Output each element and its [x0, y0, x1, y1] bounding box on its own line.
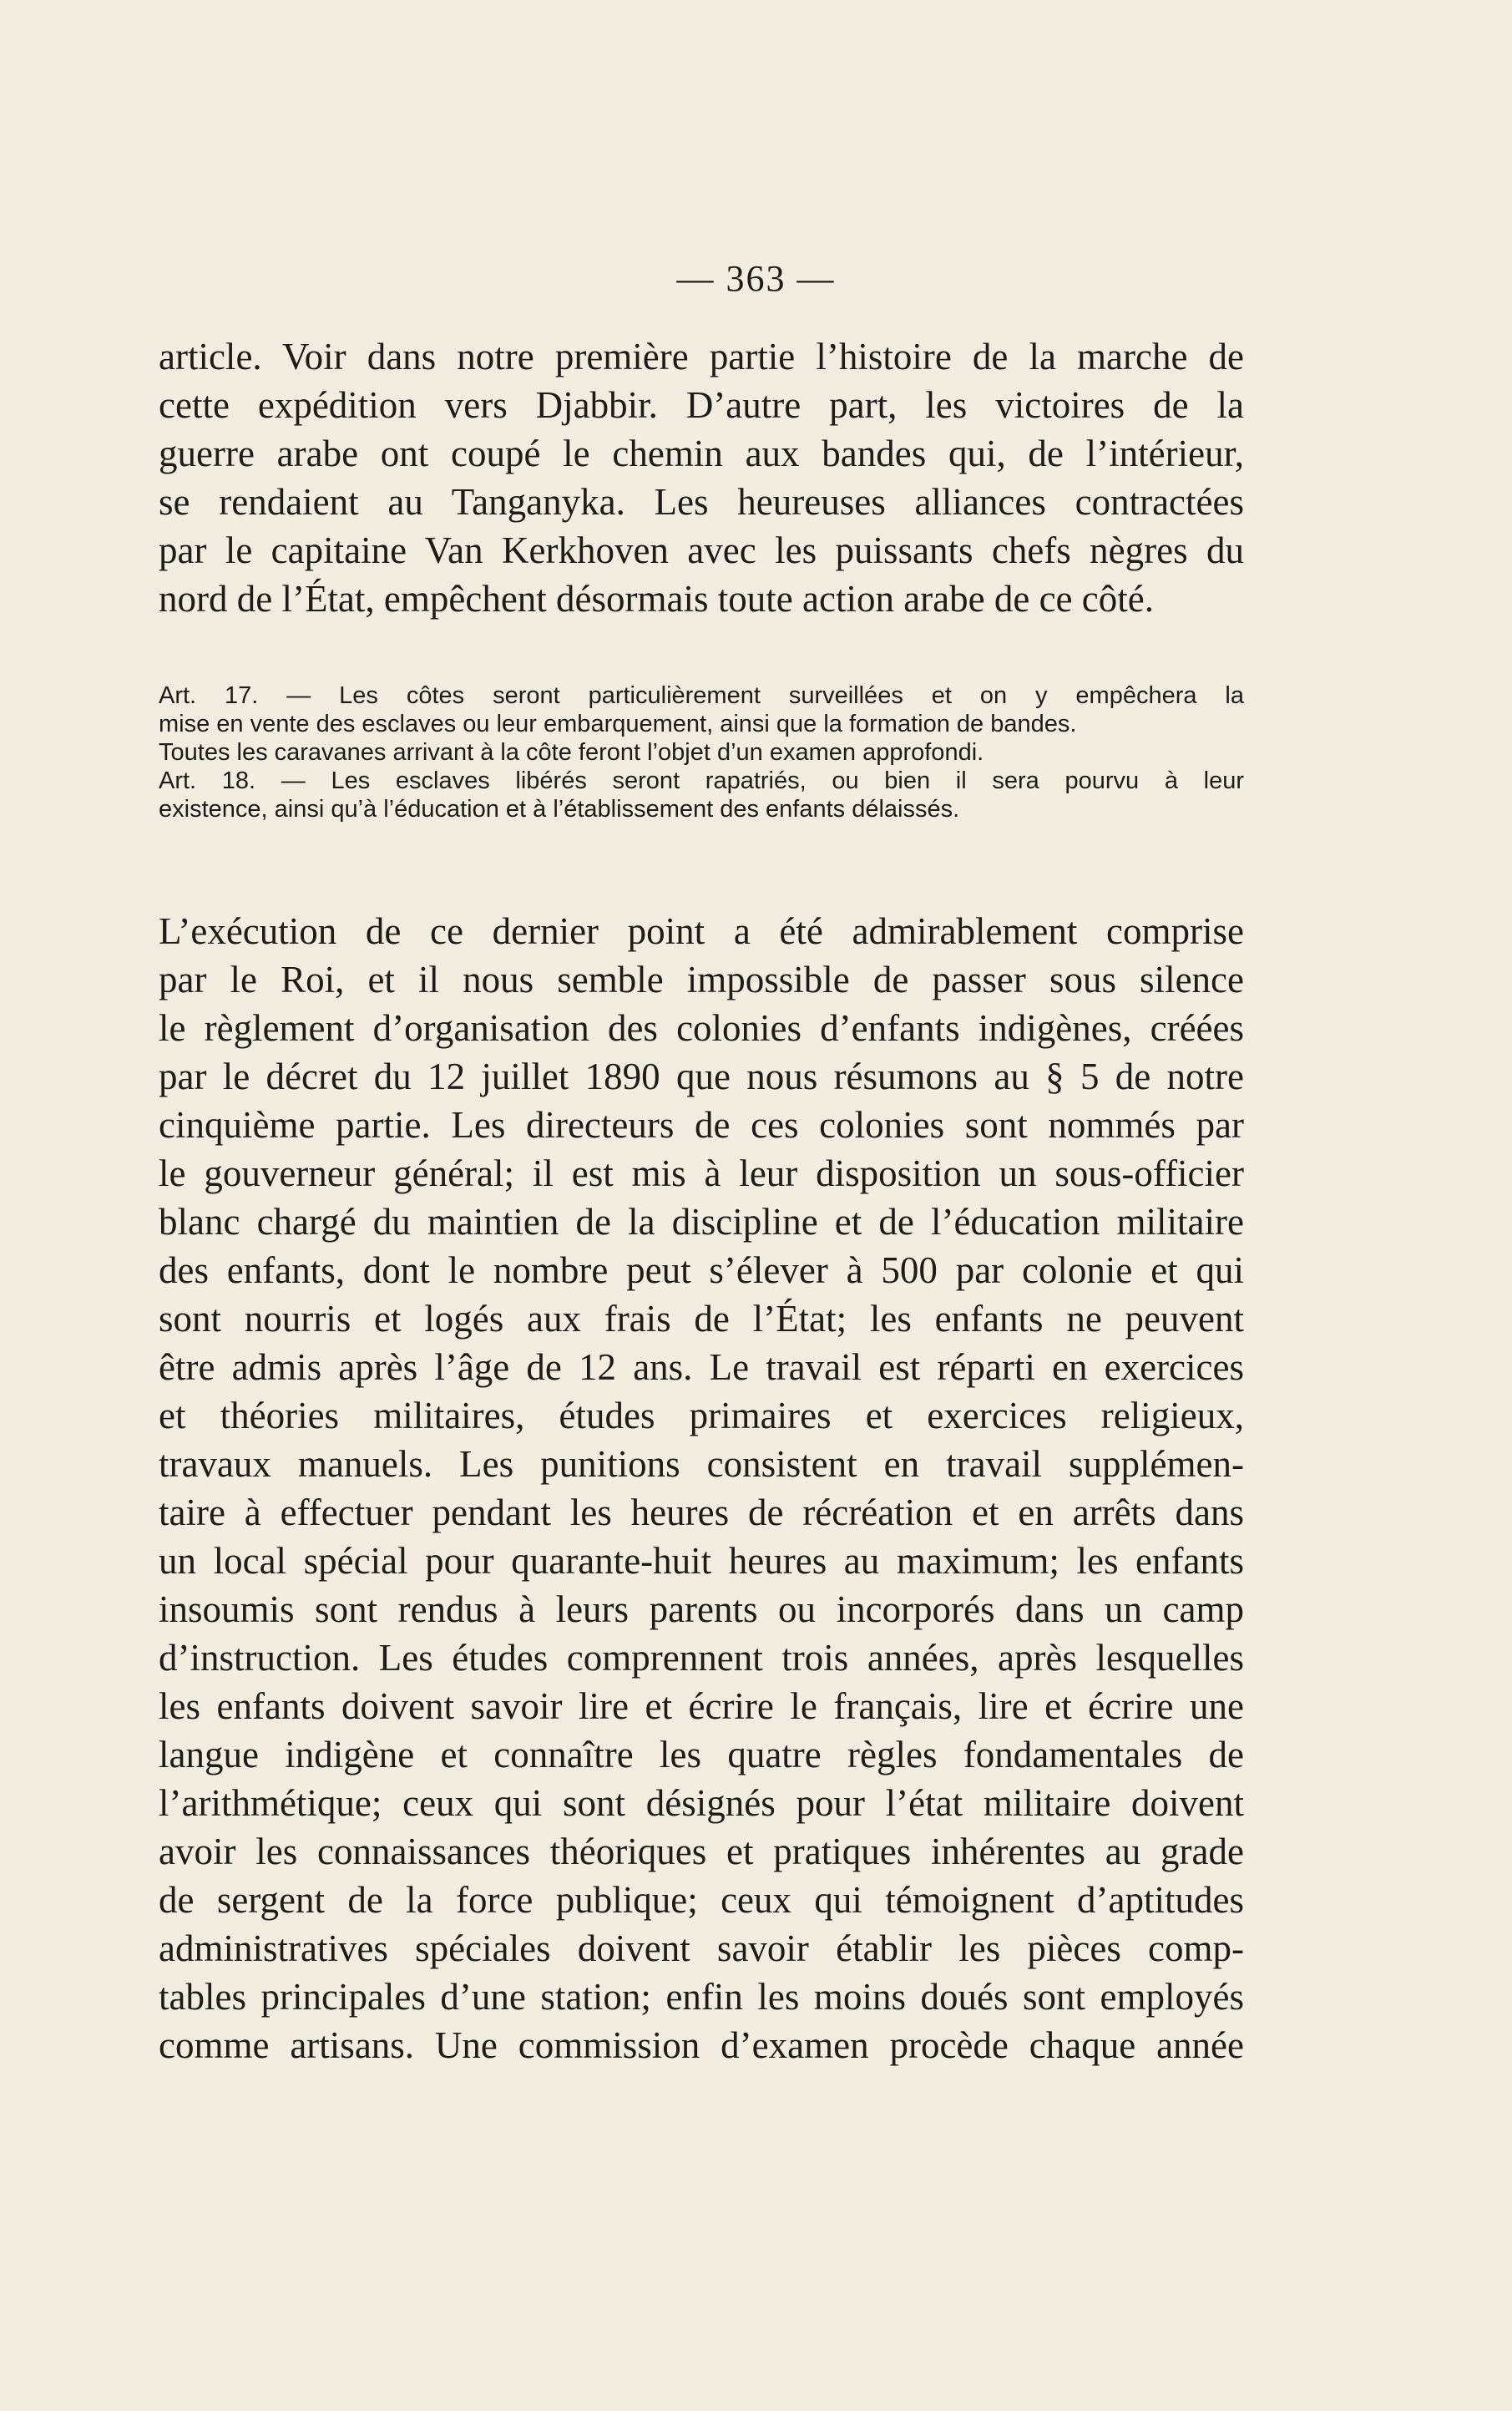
text-line: par le décret du 12 juillet 1890 que nous résumons au § 5 de notre: [159, 1056, 1244, 1097]
text-line: taire à effectuer pendant les heures de récréation et en arrêts dans: [159, 1492, 1244, 1533]
text-line: un local spécial pour quarante-huit heures au maximum; les enfants: [159, 1540, 1244, 1582]
text-line: avoir les connaissances théoriques et pratiques inhérentes au grade: [159, 1831, 1244, 1872]
text-line: cette expédition vers Djabbir. D’autre part, les victoires de la: [159, 384, 1244, 426]
text-line: par le capitaine Van Kerkhoven avec les puissants chefs nègres du: [159, 529, 1244, 571]
text-line: langue indigène et connaître les quatre règles fondamentales de: [159, 1734, 1244, 1775]
text-line: article. Voir dans notre première partie l’histoire de la marche de: [159, 336, 1244, 377]
text-line: des enfants, dont le nombre peut s’élever à 500 par colonie et qui: [159, 1249, 1244, 1291]
quoted-articles: [159, 681, 1244, 823]
text-line: nord de l’État, empêchent désormais toute action arabe de ce côté.: [159, 578, 1154, 620]
text-line: de sergent de la force publique; ceux qui témoignent d’aptitudes: [159, 1879, 1244, 1921]
text-line: administratives spéciales doivent savoir établir les pièces comp-: [159, 1927, 1244, 1969]
text-line: par le Roi, et il nous semble impossible de passer sous silence: [159, 959, 1244, 1000]
text-line: L’exécution de ce dernier point a été admirablement comprise: [159, 910, 1244, 952]
text-line: et théories militaires, études primaires et exercices religieux,: [159, 1395, 1244, 1436]
text-line: comme artisans. Une commission d’examen procède chaque année: [159, 2024, 1244, 2066]
text-line: le règlement d’organisation des colonies d’enfants indigènes, créées: [159, 1007, 1244, 1049]
text-line: être admis après l’âge de 12 ans. Le travail est réparti en exercices: [159, 1346, 1244, 1388]
text-line: sont nourris et logés aux frais de l’État; les enfants ne peuvent: [159, 1298, 1244, 1340]
text-line: l’arithmétique; ceux qui sont désignés pour l’état militaire doivent: [159, 1782, 1244, 1824]
text-line: blanc chargé du maintien de la discipline et de l’éducation militaire: [159, 1201, 1244, 1243]
quote-line: Art. 17. — Les côtes seront particulièrement surveillées et on y empêchera la: [159, 682, 1244, 709]
text-line: se rendaient au Tanganyka. Les heureuses alliances contractées: [159, 481, 1244, 523]
quote-line: Art. 18. — Les esclaves libérés seront rapatriés, ou bien il sera pourvu à leur: [159, 767, 1244, 794]
text-line: les enfants doivent savoir lire et écrire le français, lire et écrire une: [159, 1685, 1244, 1727]
paragraph-continuation: [159, 332, 1244, 623]
text-line: d’instruction. Les études comprennent trois années, après lesquelles: [159, 1637, 1244, 1679]
text-line: le gouverneur général; il est mis à leur disposition un sous-officier: [159, 1152, 1244, 1194]
page-number: — 363 —: [676, 258, 836, 299]
paragraph-colonies: [159, 907, 1244, 2069]
text-line: insoumis sont rendus à leurs parents ou incorporés dans un camp: [159, 1588, 1244, 1630]
text-line: tables principales d’une station; enfin les moins doués sont employés: [159, 1976, 1244, 2018]
quote-line: mise en vente des esclaves ou leur embarquement, ainsi que la formation de bandes.: [159, 711, 1077, 737]
quote-line: Toutes les caravanes arrivant à la côte feront l’objet d’un examen approfondi.: [159, 739, 984, 766]
text-line: travaux manuels. Les punitions consistent en travail supplémen-: [159, 1443, 1244, 1485]
quote-line: existence, ainsi qu’à l’éducation et à l’établissement des enfants délaissés.: [159, 796, 960, 823]
text-line: cinquième partie. Les directeurs de ces colonies sont nommés par: [159, 1104, 1244, 1146]
text-line: guerre arabe ont coupé le chemin aux bandes qui, de l’intérieur,: [159, 433, 1244, 474]
